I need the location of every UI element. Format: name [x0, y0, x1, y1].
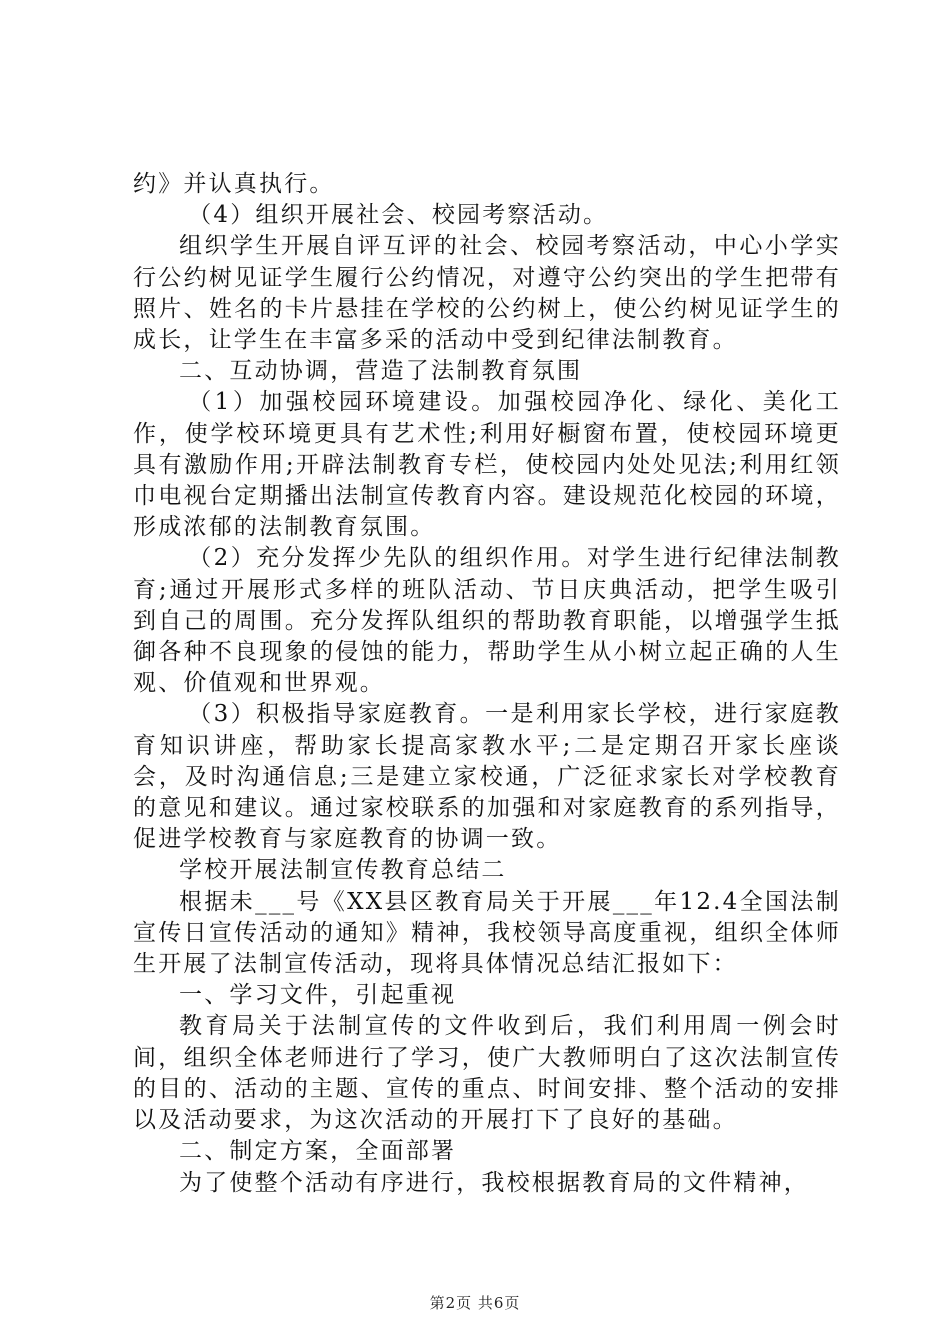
paragraph-9: 根据未___号《XX县区教育局关于开展___年12.4全国法制宣传日宣传活动的通知》精神，我校领导高度重视，组织全体师生开展了法制宣传活动，现将具体情况总结汇报如下：: [133, 888, 841, 978]
page-footer: 第2页 共6页: [429, 1294, 521, 1312]
section-heading-1: 一、学习文件，引起重视: [179, 982, 457, 1009]
paragraph-2: （4）组织开展社会、校园考察活动。: [188, 202, 609, 229]
document-body: [133, 169, 841, 1199]
paragraph-13: 为了使整个活动有序进行，我校根据教育局的文件精神，: [179, 1169, 809, 1196]
section-heading-2: 二、互动协调，营造了法制教育氛围: [179, 358, 583, 385]
paragraph-3: 组织学生开展自评互评的社会、校园考察活动，中心小学实行公约树见证学生履行公约情况，对遵守公约突出的学生把带有照片、姓名的卡片悬挂在学校的公约树上，使公约树见证学生的成长，让学生在丰富多采的活动中受到纪律法制教育。: [133, 233, 841, 354]
paragraph-1: 约》并认真执行。: [133, 171, 335, 197]
summary-title: 学校开展法制宣传教育总结二: [179, 857, 507, 884]
paragraph-5: （1）加强校园环境建设。加强校园净化、绿化、美化工作，使学校环境更具有艺术性;利用好橱窗布置，使校园环境更具有激励作用;开辟法制教育专栏，使校园内处处见法;利用红领巾电视台定期播出法制宣传教育内容。建设规范化校园的环境，形成浓郁的法制教育氛围。: [133, 389, 841, 541]
paragraph-7: （3）积极指导家庭教育。一是利用家长学校，进行家庭教育知识讲座，帮助家长提高家教水平;二是定期召开家长座谈会，及时沟通信息;三是建立家校通，广泛征求家长对学校教育的意见和建议。通过家校联系的加强和对家庭教育的系列指导，促进学校教育与家庭教育的协调一致。: [133, 701, 841, 853]
paragraph-11: 教育局关于法制宣传的文件收到后，我们利用周一例会时间，组织全体老师进行了学习，使广大教师明白了这次法制宣传的目的、活动的主题、宣传的重点、时间安排、整个活动的安排以及活动要求，为这次活动的开展打下了良好的基础。: [133, 1013, 841, 1134]
paragraph-6: （2）充分发挥少先队的组织作用。对学生进行纪律法制教育;通过开展形式多样的班队活动、节日庆典活动，把学生吸引到自己的周围。充分发挥队组织的帮助教育职能，以增强学生抵御各种不良现象的侵蚀的能力，帮助学生从小树立起正确的人生观、价值观和世界观。: [133, 545, 841, 697]
section-heading-2b: 二、制定方案，全面部署: [179, 1138, 457, 1165]
